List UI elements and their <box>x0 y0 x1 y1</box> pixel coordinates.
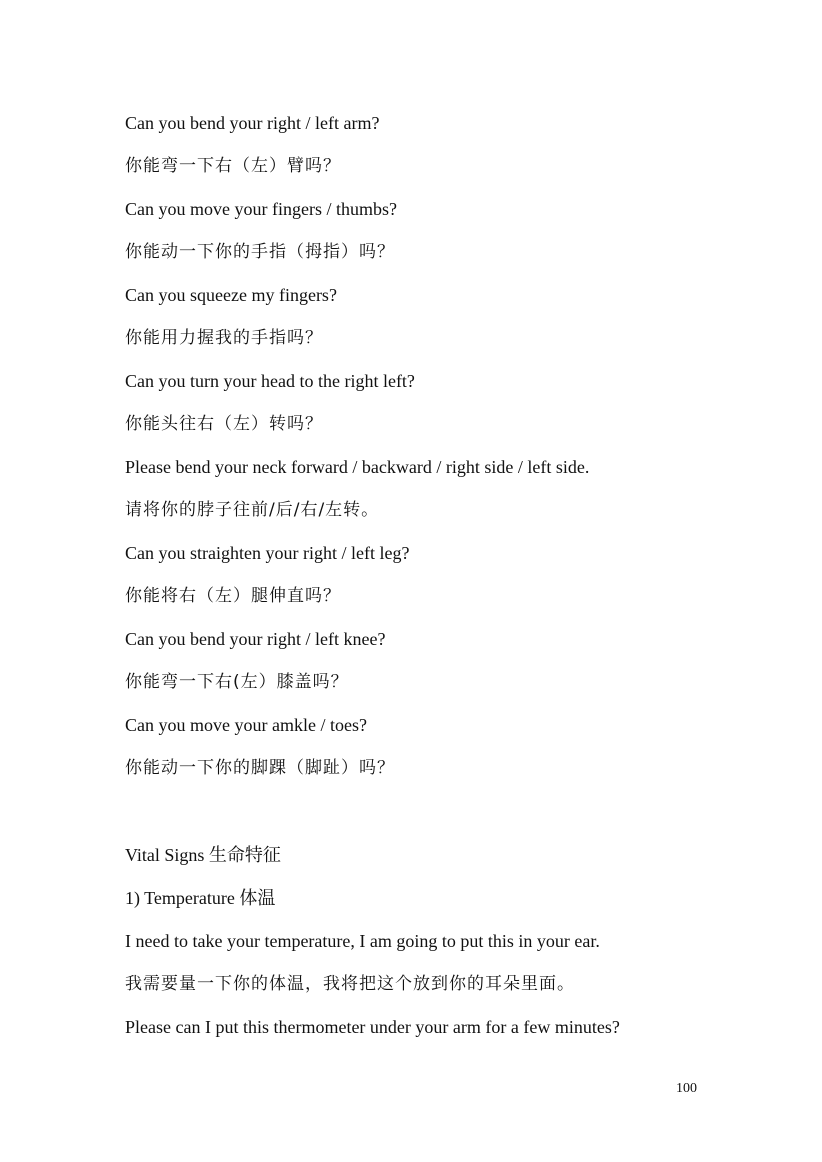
phrase-english: Can you squeeze my fingers? <box>125 285 337 305</box>
phrase-chinese: 你能动一下你的脚踝（脚趾）吗？ <box>125 758 395 778</box>
phrase-english: Can you straighten your right / left leg? <box>125 543 410 563</box>
phrase-chinese: 请将你的脖子往前/后/右/左转。 <box>125 500 380 520</box>
phrase-chinese: 你能弯一下右(左）膝盖吗？ <box>125 672 349 692</box>
phrase-english: Can you move your amkle / toes? <box>125 715 367 735</box>
phrase-english: Can you turn your head to the right left? <box>125 371 415 391</box>
page-number: 100 <box>676 1081 697 1096</box>
phrase-chinese: 你能将右（左）腿伸直吗？ <box>125 586 341 606</box>
phrase-english: Can you bend your right / left arm? <box>125 113 380 133</box>
phrase-chinese: 你能弯一下右（左）臂吗？ <box>125 156 341 176</box>
phrase-chinese: 你能头往右（左）转吗？ <box>125 414 323 434</box>
phrase-english: Can you bend your right / left knee? <box>125 629 386 649</box>
phrase-chinese: 我需要量一下你的体温，我将把这个放到你的耳朵里面。 <box>125 974 575 994</box>
phrase-english: Please bend your neck forward / backward / right side / left side. <box>125 457 590 477</box>
phrase-chinese: 你能动一下你的手指（拇指）吗？ <box>125 242 395 262</box>
phrase-chinese: 你能用力握我的手指吗？ <box>125 328 323 348</box>
section-heading: Vital Signs 生命特征 <box>125 845 281 865</box>
phrase-english: I need to take your temperature, I am going to put this in your ear. <box>125 931 600 951</box>
phrase-english: Please can I put this thermometer under your arm for a few minutes? <box>125 1017 620 1037</box>
subsection-heading: 1) Temperature 体温 <box>125 888 276 908</box>
phrase-english: Can you move your fingers / thumbs? <box>125 199 397 219</box>
